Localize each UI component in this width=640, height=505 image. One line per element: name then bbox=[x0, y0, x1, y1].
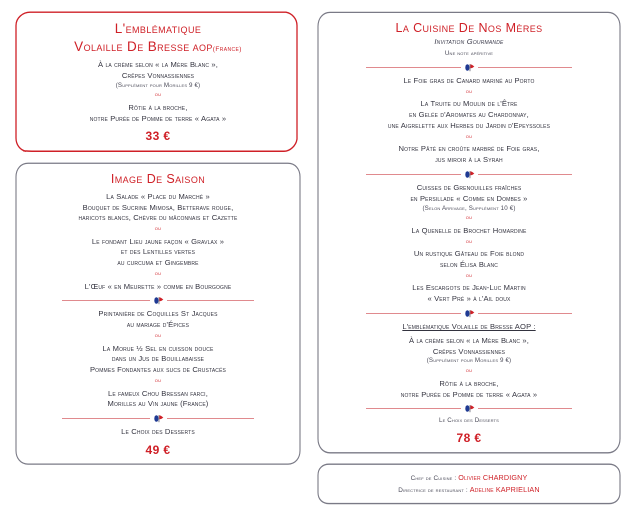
dish-line: Cuisses de Grenouilles fraîches bbox=[416, 182, 522, 192]
dish-line: notre Purée de Pomme de terre « Agata » bbox=[400, 389, 538, 399]
meres-course-2-option-3 bbox=[326, 249, 612, 271]
dish-line: Rôtie à la broche, bbox=[439, 378, 499, 388]
saison-panel bbox=[14, 161, 302, 466]
dish-line: dans un Jus de Bouillabaisse bbox=[111, 354, 205, 364]
chef-name: Olivier CHARDIGNY bbox=[458, 473, 528, 483]
divider-rule-left bbox=[62, 418, 150, 419]
dish-line: La Quenelle de Brochet Homardine bbox=[411, 225, 527, 235]
emblematique-content bbox=[24, 21, 292, 143]
separator-ou: ou bbox=[465, 271, 473, 279]
emblematique-title-line1: L'emblématique bbox=[114, 21, 202, 36]
dish-line: jus miroir à la Syrah bbox=[435, 155, 503, 165]
french-flag-icon bbox=[464, 170, 475, 179]
course-divider bbox=[62, 296, 255, 305]
emblematique-price: 33 € bbox=[145, 129, 171, 144]
dish-line: Crêpes Vonnassiennes bbox=[121, 70, 195, 80]
course-divider bbox=[366, 309, 572, 318]
divider-rule-left bbox=[366, 408, 460, 409]
meres-course-3-heading: L'emblématique Volaille de Bresse AOP : bbox=[402, 322, 536, 332]
meres-course-1-option-1 bbox=[326, 76, 612, 87]
meres-subtitle: Invitation Gourmande bbox=[434, 37, 504, 47]
saison-title: Image De Saison bbox=[110, 172, 206, 187]
dish-line: en Persillade « Comme en Dombes » bbox=[410, 193, 528, 203]
staff-panel bbox=[316, 463, 622, 505]
french-flag-icon bbox=[464, 63, 475, 72]
meres-course-1-option-2 bbox=[326, 99, 612, 131]
dish-line: « Vert Pré » à l'Ail doux bbox=[427, 294, 511, 304]
dish-line: en Gelée d'Aromates au Chardonnay, bbox=[409, 110, 529, 120]
meres-content bbox=[326, 21, 612, 445]
dish-line: À la crème selon « la Mère Blanc », bbox=[409, 335, 529, 345]
director-label: Directrice de restaurant : bbox=[398, 487, 468, 495]
course-divider bbox=[366, 63, 572, 72]
emblematique-title-main: Volaille De Bresse bbox=[74, 39, 190, 55]
saison-price: 49 € bbox=[145, 442, 171, 457]
dish-line: et des Lentilles vertes bbox=[120, 247, 196, 257]
divider-rule-right bbox=[167, 300, 255, 301]
meres-course-2-option-2 bbox=[326, 226, 612, 237]
separator-ou: ou bbox=[465, 132, 473, 140]
supplement-note: (Selon Arrivage, Supplément 10 €) bbox=[422, 204, 516, 212]
dish-line: Le Foie gras de Canard mariné au Porto bbox=[403, 76, 535, 86]
saison-content bbox=[24, 172, 292, 456]
saison-desserts bbox=[24, 427, 292, 438]
divider-rule-left bbox=[366, 313, 460, 314]
emblematique-title-aop: AOP bbox=[192, 43, 213, 54]
dish-line: Crêpes Vonnassiennes bbox=[432, 346, 506, 356]
separator-ou: ou bbox=[154, 270, 162, 278]
right-column bbox=[316, 10, 622, 495]
saison-course-2-option-2 bbox=[24, 344, 292, 376]
divider-rule-left bbox=[62, 300, 150, 301]
dish-line: Le Choix des Desserts bbox=[439, 417, 499, 425]
dish-line: notre Purée de Pomme de terre « Agata » bbox=[89, 113, 227, 123]
divider-rule-right bbox=[478, 67, 572, 68]
supplement-note: (Supplément pour Morilles 9 €) bbox=[426, 357, 512, 365]
course-divider bbox=[366, 170, 572, 179]
divider-rule-right bbox=[167, 418, 255, 419]
dish-line: Les Escargots de Jean-Luc Martin bbox=[412, 283, 526, 293]
french-flag-icon bbox=[464, 404, 475, 413]
dish-line: Morilles au Vin jaune (France) bbox=[107, 399, 209, 409]
french-flag-icon bbox=[464, 309, 475, 318]
emblematique-title-origin: (France) bbox=[212, 46, 242, 54]
divider-rule-left bbox=[366, 174, 460, 175]
dish-line: au curcuma et Gingembre bbox=[117, 258, 199, 268]
left-column bbox=[14, 10, 302, 457]
saison-course-2-option-3 bbox=[24, 389, 292, 411]
emblematique-option-1 bbox=[24, 60, 292, 90]
meres-desserts bbox=[326, 417, 612, 426]
divider-rule-right bbox=[478, 174, 572, 175]
dish-line: Pommes Fondantes aux sucs de Crustacés bbox=[89, 365, 227, 375]
dish-line: L'Œuf « en Meurette » comme en Bourgogne bbox=[84, 281, 232, 291]
meres-course-3-option-1 bbox=[326, 336, 612, 366]
emblematique-option-2 bbox=[24, 103, 292, 125]
separator-ou: ou bbox=[154, 91, 162, 99]
dish-line: La Salade « Place du Marché » bbox=[106, 191, 210, 201]
meres-course-2-option-1 bbox=[326, 183, 612, 213]
divider-rule-right bbox=[478, 313, 572, 314]
dish-line: Le fameux Chou Bressan farci, bbox=[108, 388, 208, 398]
meres-panel bbox=[316, 10, 622, 455]
chef-credit bbox=[326, 472, 612, 484]
separator-ou: ou bbox=[465, 237, 473, 245]
saison-course-2-option-1 bbox=[24, 309, 292, 331]
meres-title: La Cuisine De Nos Mères bbox=[395, 21, 543, 35]
dish-line: haricots blancs, Chèvre du mâconnais et Cazette bbox=[78, 213, 238, 223]
staff-content bbox=[326, 472, 612, 496]
course-divider bbox=[62, 414, 255, 423]
emblematique-title-line2 bbox=[24, 39, 292, 55]
dish-line: La Truite du Moulin de l'Être bbox=[420, 99, 518, 109]
dish-line: Rôtie à la broche, bbox=[128, 102, 188, 112]
meres-aperitif: Une note apéritive bbox=[444, 50, 494, 58]
supplement-note: (Supplément pour Morilles 9 €) bbox=[115, 81, 201, 89]
dish-line: Le Choix des Desserts bbox=[121, 427, 195, 437]
dish-line: À la crème selon « la Mère Blanc », bbox=[98, 59, 218, 69]
dish-line: une Aigrelette aux Herbes du Jardin d'Epeyssoles bbox=[387, 121, 551, 130]
dish-line: selon Élisa Blanc bbox=[439, 260, 499, 270]
dish-line: Un rustique Gâteau de Foie blond bbox=[413, 249, 525, 259]
separator-ou: ou bbox=[154, 331, 162, 339]
saison-course-1-option-1 bbox=[24, 192, 292, 224]
meres-course-2-option-4 bbox=[326, 283, 612, 305]
meres-course-3-option-2 bbox=[326, 379, 612, 401]
dish-line: Notre Pâté en croûte marbré de Foie gras, bbox=[398, 144, 540, 154]
dish-line: au mariage d'Épices bbox=[126, 320, 190, 330]
separator-ou: ou bbox=[465, 367, 473, 375]
dish-line: Printanière de Coquilles St Jacques bbox=[98, 309, 218, 319]
divider-rule-right bbox=[478, 408, 572, 409]
dish-line: La Morue ½ Sel en cuisson douce bbox=[102, 343, 214, 353]
french-flag-icon bbox=[153, 414, 164, 423]
separator-ou: ou bbox=[465, 87, 473, 95]
saison-course-1-option-2 bbox=[24, 237, 292, 269]
saison-course-1-option-3 bbox=[24, 282, 292, 293]
chef-label: Chef de Cuisine : bbox=[410, 475, 457, 483]
dish-line: Le fondant Lieu jaune façon « Gravlax » bbox=[91, 236, 225, 246]
dish-line: Bouquet de Sucrine Mimosa, Betterave rouge, bbox=[82, 202, 234, 212]
meres-course-1-option-3 bbox=[326, 144, 612, 166]
emblematique-panel bbox=[14, 10, 302, 153]
director-credit bbox=[326, 484, 612, 496]
course-divider bbox=[366, 404, 572, 413]
divider-rule-left bbox=[366, 67, 460, 68]
french-flag-icon bbox=[153, 296, 164, 305]
separator-ou: ou bbox=[154, 376, 162, 384]
director-name: Adeline KAPRIELIAN bbox=[469, 485, 540, 495]
separator-ou: ou bbox=[465, 214, 473, 222]
meres-price: 78 € bbox=[456, 431, 482, 446]
separator-ou: ou bbox=[154, 225, 162, 233]
